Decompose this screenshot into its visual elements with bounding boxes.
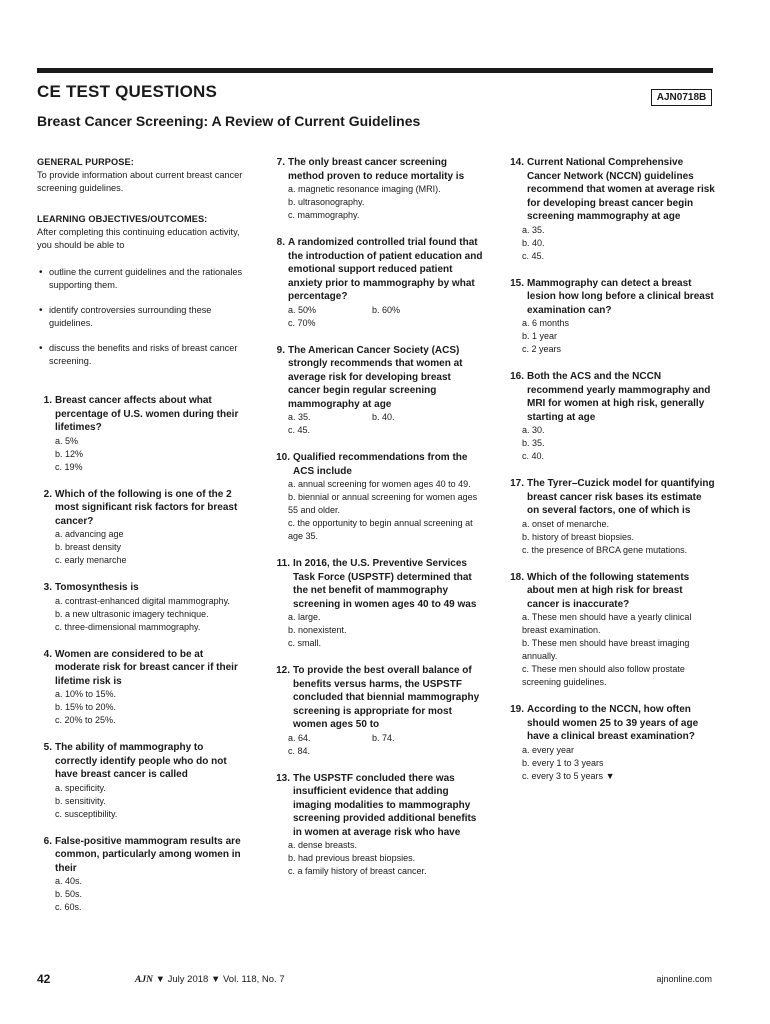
answer-option[interactable]: a. onset of menarche. xyxy=(522,518,610,529)
answer-option[interactable]: c. 2 years xyxy=(522,344,562,354)
question-text: Which of the following is one of the 2 most significant risk factors for breast cancer? xyxy=(55,488,238,527)
answer-option[interactable]: b. 35. xyxy=(522,438,545,448)
answer-option[interactable]: b. history of breast biopsies. xyxy=(522,531,635,542)
objectives-text: After completing this continuing education activity, you should be able to xyxy=(37,227,240,250)
journal-issue: ▼ July 2018 ▼ Vol. 118, No. 7 xyxy=(155,974,285,985)
answer-option[interactable]: a. magnetic resonance imaging (MRI). xyxy=(288,184,441,194)
answer-option[interactable]: a. 50% xyxy=(288,304,317,315)
answer-option[interactable]: c. 19% xyxy=(55,461,83,472)
bullet-icon: • xyxy=(39,343,43,354)
question-text: According to the NCCN, how often should women 25 to 39 years of age have a clinical breast examination? xyxy=(527,704,699,742)
question-text: The ability of mammography to correctly identify people who do not have breast cancer is called xyxy=(55,742,227,780)
answer-option[interactable]: a. contrast-enhanced digital mammography. xyxy=(55,595,230,606)
question-5: 5. The ability of mammography to correctly identify people who do not have breast cancer is called a. specificity. b. sensitivity. c. susceptibility. xyxy=(37,741,247,821)
answer-option[interactable]: b. biennial or annual screening for women ages 55 and older. xyxy=(288,492,478,515)
answer-option[interactable]: c. early menarche xyxy=(55,555,127,565)
answer-option[interactable]: c. the opportunity to begin annual screening at age 35. xyxy=(288,518,473,541)
answer-option[interactable]: a. 64. xyxy=(288,732,311,743)
answer-option[interactable]: b. 1 year xyxy=(522,331,558,341)
answer-option[interactable]: c. the presence of BRCA gene mutations. xyxy=(522,544,688,555)
question-text: To provide the best overall balance of benefits versus harms, the USPSTF concluded that biennial mammography screening is appropriate for most women ages 50 to xyxy=(293,665,480,730)
website-link[interactable]: ajnonline.com xyxy=(656,974,712,984)
objective-item: • discuss the benefits and risks of breast cancer screening. xyxy=(39,343,238,366)
answer-option[interactable]: a. annual screening for women ages 40 to 49. xyxy=(288,479,471,489)
answer-option[interactable]: c. 45. xyxy=(522,250,545,261)
question-2: 2. Which of the following is one of the 2 most significant risk factors for breast cancer? a. advancing age b. breast density c. early menarche xyxy=(37,488,247,568)
column-2 xyxy=(270,156,485,892)
answer-option[interactable]: a. advancing age xyxy=(55,529,124,539)
objective-item: • identify controversies surrounding these guidelines. xyxy=(39,305,212,328)
question-15: 15. Mammography can detect a breast lesion how long before a clinical breast examination can? a. 6 months b. 1 year c. 2 years xyxy=(504,277,716,357)
question-17: 17. The Tyrer–Cuzick model for quantifying breast cancer risk bases its estimate on several factors, one of which is a. onset of menarche. b. history of breast biopsies. c. the presence of BRCA gene mutations. xyxy=(510,478,715,555)
question-text: Tomosynthesis is xyxy=(55,582,139,593)
answer-option[interactable]: a. 30. xyxy=(522,425,545,435)
answer-option[interactable]: b. nonexistent. xyxy=(288,625,347,635)
answer-option[interactable]: c. 20% to 25%. xyxy=(55,715,116,725)
answer-option[interactable]: c. susceptibility. xyxy=(55,808,118,819)
course-code-badge: AJN0718B xyxy=(651,89,712,106)
question-14: 14. Current National Comprehensive Cancer Network (NCCN) guidelines recommend that women at average risk for developing breast cancer begin screening mammography at age a. 35. b. 40. c. 45. xyxy=(510,157,715,261)
question-text: Women are considered to be at moderate risk for breast cancer if their lifetime risk is xyxy=(55,648,238,687)
question-12: 12. To provide the best overall balance of benefits versus harms, the USPSTF concluded that biennial mammography screening is appropriate for most women ages 50 to a. 64. b. 74. c. 84. xyxy=(270,664,485,758)
answer-option[interactable]: c. 84. xyxy=(288,745,311,756)
answer-option[interactable]: c. 45. xyxy=(288,425,311,435)
section-title: CE TEST QUESTIONS xyxy=(37,82,218,101)
answer-option[interactable]: b. 12% xyxy=(55,448,84,459)
question-10: 10. Qualified recommendations from the ACS include a. annual screening for women ages 40 to 49. b. biennial or annual screening for women ages 55 and older. c. the opportunity to begin annual screening at age 35. xyxy=(270,451,485,543)
question-4: 4. Women are considered to be at moderate risk for breast cancer if their lifetime risk is a. 10% to 15%. b. 15% to 20%. c. 20% to 25%. xyxy=(37,648,247,728)
answer-option[interactable]: a. These men should have a yearly clinical breast examination. xyxy=(522,612,692,635)
question-text: Both the ACS and the NCCN recommend yearly mammography and MRI for women at high risk, generally starting at age xyxy=(527,371,711,423)
question-3: 3. Tomosynthesis is a. contrast-enhanced digital mammography. b. a new ultrasonic imagery technique. c. three-dimensional mammography. xyxy=(37,581,247,634)
answer-option[interactable]: b. ultrasonography. xyxy=(288,197,365,207)
answer-option[interactable]: a. 35. xyxy=(288,412,311,422)
question-18: 18. Which of the following statements about men at high risk for breast cancer is inaccurate? a. These men should have a yearly clinical breast examination. b. These men should have breast imaging annually. c. These men should also follow prostate screening guidelines. xyxy=(504,571,716,690)
question-text: The only breast cancer screening method proven to reduce mortality is xyxy=(288,157,465,182)
general-purpose-text: To provide information about current breast cancer screening guidelines. xyxy=(37,170,243,193)
answer-option[interactable]: a. large. xyxy=(288,612,321,622)
column-1 xyxy=(37,156,247,928)
question-7: 7. The only breast cancer screening method proven to reduce mortality is a. magnetic resonance imaging (MRI). b. ultrasonography. c. mammography. xyxy=(270,156,485,222)
question-text: Qualified recommendations from the ACS include xyxy=(293,452,468,477)
question-text: The Tyrer–Cuzick model for quantifying breast cancer risk bases its estimate on several factors, one of which is xyxy=(527,478,715,516)
general-purpose-heading: GENERAL PURPOSE: xyxy=(37,157,134,167)
bullet-icon: • xyxy=(39,267,43,278)
journal-info xyxy=(135,974,285,985)
question-6: 6. False-positive mammogram results are common, particularly among women in their a. 40s. b. 50s. c. 60s. xyxy=(37,835,247,915)
question-9: 9. The American Cancer Society (ACS) strongly recommends that women at average risk for developing breast cancer begin regular screening mammography at age a. 35. b. 40. c. 45. xyxy=(270,344,485,438)
answer-option[interactable]: a. specificity. xyxy=(55,782,106,793)
answer-option[interactable]: c. small. xyxy=(288,638,322,648)
answer-option[interactable]: c. mammography. xyxy=(288,210,360,220)
bullet-icon: • xyxy=(39,305,43,316)
question-11: 11. In 2016, the U.S. Preventive Services Task Force (USPSTF) determined that the net benefit of mammography screening in women ages 40 to 49 was a. large. b. nonexistent. c. small. xyxy=(270,557,485,650)
answer-option[interactable]: b. every 1 to 3 years xyxy=(522,757,604,768)
answer-option[interactable]: a. 40s. xyxy=(55,876,83,886)
question-text: Which of the following statements about men at high risk for breast cancer is inaccurate? xyxy=(527,571,690,610)
answer-option[interactable]: b. 40. xyxy=(522,237,545,248)
answer-option[interactable]: c. 70% xyxy=(288,317,316,328)
answer-option[interactable]: c. a family history of breast cancer. xyxy=(288,866,427,876)
question-text: The USPSTF concluded there was insufficient evidence that adding imaging modalities to mammography screening provided additional benefits in women at average risk who have xyxy=(293,772,477,838)
answer-option[interactable]: b. 50s. xyxy=(55,889,83,899)
article-title: Breast Cancer Screening: A Review of Current Guidelines xyxy=(37,113,421,129)
question-text: False-positive mammogram results are common, particularly among women in their xyxy=(55,835,241,874)
page-number: 42 xyxy=(37,972,51,986)
answer-option[interactable]: a. 35. xyxy=(522,224,545,235)
answer-option[interactable]: a. 10% to 15%. xyxy=(55,689,117,699)
answer-option[interactable]: a. 5% xyxy=(55,435,79,446)
answer-option[interactable]: b. sensitivity. xyxy=(55,795,106,806)
answer-option[interactable]: b. breast density xyxy=(55,542,122,552)
question-text: The American Cancer Society (ACS) strongly recommends that women at average risk for developing breast cancer begin regular screening mammography at age xyxy=(288,344,463,410)
objective-item: • outline the current guidelines and the rationales supporting them. xyxy=(39,267,243,290)
question-text: In 2016, the U.S. Preventive Services Task Force (USPSTF) determined that the net benefit of mammography screening in women ages 40 to 49 was xyxy=(293,558,477,610)
answer-option[interactable]: a. dense breasts. xyxy=(288,840,358,850)
question-13: 13. The USPSTF concluded there was insufficient evidence that adding imaging modalities to mammography screening provided additional benefits in women at average risk who have a. dense breasts. b. had previous breast biopsies. c. a family history of breast cancer. xyxy=(270,772,485,879)
top-rule xyxy=(37,68,713,73)
answer-option[interactable]: c. three-dimensional mammography. xyxy=(55,621,201,632)
answer-option[interactable]: b. These men should have breast imaging annually. xyxy=(522,638,690,661)
column-3 xyxy=(504,156,716,797)
question-text: Current National Comprehensive Cancer Network (NCCN) guidelines recommend that women at average risk for developing breast cancer begin screening mammography at age xyxy=(527,157,715,222)
question-text: Breast cancer affects about what percentage of U.S. women during their lifetimes? xyxy=(55,395,239,433)
journal-brand: AJN xyxy=(135,975,153,985)
answer-option[interactable]: b. 40. xyxy=(372,412,395,422)
end-mark-icon: ▼ xyxy=(605,770,615,781)
objectives-list xyxy=(37,266,247,368)
answer-option[interactable]: b. 74. xyxy=(372,732,395,743)
answer-option[interactable]: c. These men should also follow prostate screening guidelines. xyxy=(522,664,685,687)
answer-option[interactable]: a. 6 months xyxy=(522,318,570,328)
answer-option[interactable]: b. a new ultrasonic imagery technique. xyxy=(55,608,209,619)
answer-option[interactable]: c. 40. xyxy=(522,451,545,461)
question-text: Mammography can detect a breast lesion how long before a clinical breast examination can? xyxy=(527,277,714,316)
answer-option[interactable]: c. 60s. xyxy=(55,902,82,912)
answer-option[interactable]: b. 15% to 20%. xyxy=(55,702,117,712)
objectives-heading: LEARNING OBJECTIVES/OUTCOMES: xyxy=(37,214,208,224)
question-19: 19. According to the NCCN, how often should women 25 to 39 years of age have a clinical breast examination? a. every year b. every 1 to 3 years c. every 3 to 5 years ▼ xyxy=(504,703,716,783)
question-text: A randomized controlled trial found that the introduction of patient education and emotional support reduced patient anxiety prior to mammography by what percentage? xyxy=(288,237,483,302)
question-1: 1. Breast cancer affects about what percentage of U.S. women during their lifetimes? a. 5% b. 12% c. 19% xyxy=(37,394,247,474)
question-16: 16. Both the ACS and the NCCN recommend yearly mammography and MRI for women at high risk, generally starting at age a. 30. b. 35. c. 40. xyxy=(504,370,716,463)
question-8: 8. A randomized controlled trial found that the introduction of patient education and emotional support reduced patient anxiety prior to mammography by what percentage? a. 50% b. 60% c. 70% xyxy=(270,236,485,330)
answer-option[interactable]: b. 60% xyxy=(372,304,401,315)
answer-option[interactable]: a. every year xyxy=(522,744,575,755)
answer-option[interactable]: c. every 3 to 5 years xyxy=(522,770,604,781)
answer-option[interactable]: b. had previous breast biopsies. xyxy=(288,853,416,863)
